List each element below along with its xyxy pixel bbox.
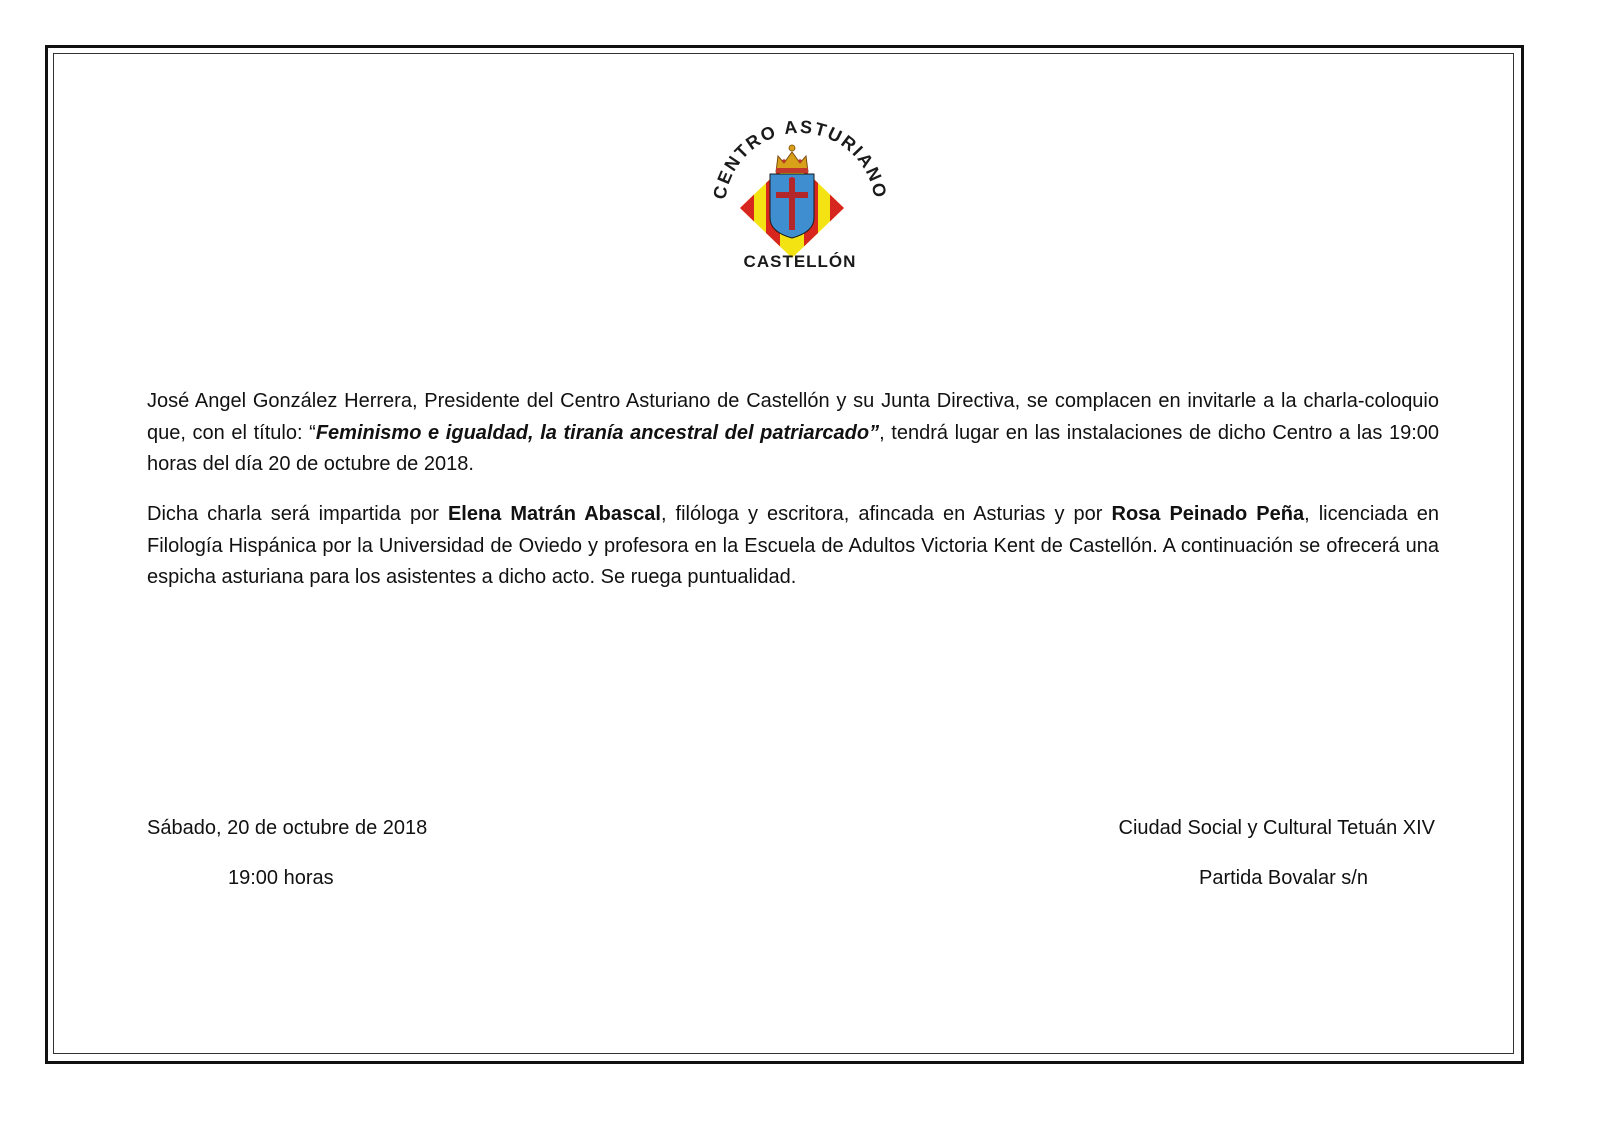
speaker-2-name: Rosa Peinado Peña bbox=[1111, 503, 1305, 525]
event-address: Partida Bovalar s/n bbox=[1199, 867, 1368, 889]
event-venue: Ciudad Social y Cultural Tetuán XIV bbox=[1118, 817, 1435, 839]
event-date: Sábado, 20 de octubre de 2018 bbox=[147, 817, 428, 839]
invitation-intro: José Angel González Herrera, Presidente del Centro Asturiano de Castellón y su Junta Directiva, se complacen en invitarle a la charla-coloquio que, con el título: “ bbox=[147, 390, 1439, 444]
logo-caption: CASTELLÓN bbox=[743, 252, 857, 271]
speaker-1-name: Elena Matrán Abascal bbox=[447, 503, 661, 525]
invitation-rest: , tendrá lugar en las instalaciones de dicho Centro a las 19:00 horas del día 20 de octubre de 2018. bbox=[147, 421, 1440, 475]
logo-crown-icon bbox=[776, 145, 808, 173]
logo-arc-textpath: CENTRO ASTURIANO bbox=[709, 116, 891, 201]
speakers-mid: , filóloga y escritora, afincada en Asturias y por bbox=[660, 503, 1112, 525]
event-time: 19:00 horas bbox=[228, 867, 334, 889]
speakers-intro: Dicha charla será impartida por bbox=[147, 503, 448, 525]
paragraph-invitation bbox=[147, 386, 1439, 481]
talk-title: Feminismo e igualdad, la tiranía ancestral del patriarcado” bbox=[315, 421, 880, 444]
speakers-rest: , licenciada en Filología Hispánica por la Universidad de Oviedo y profesora en la Escuela de Adultos Victoria Kent de Castellón. A continuación se ofrecerá una espicha asturiana para los asistentes a dicho acto. Se ruega puntualidad. bbox=[147, 503, 1439, 588]
paragraph-speakers bbox=[147, 499, 1439, 594]
